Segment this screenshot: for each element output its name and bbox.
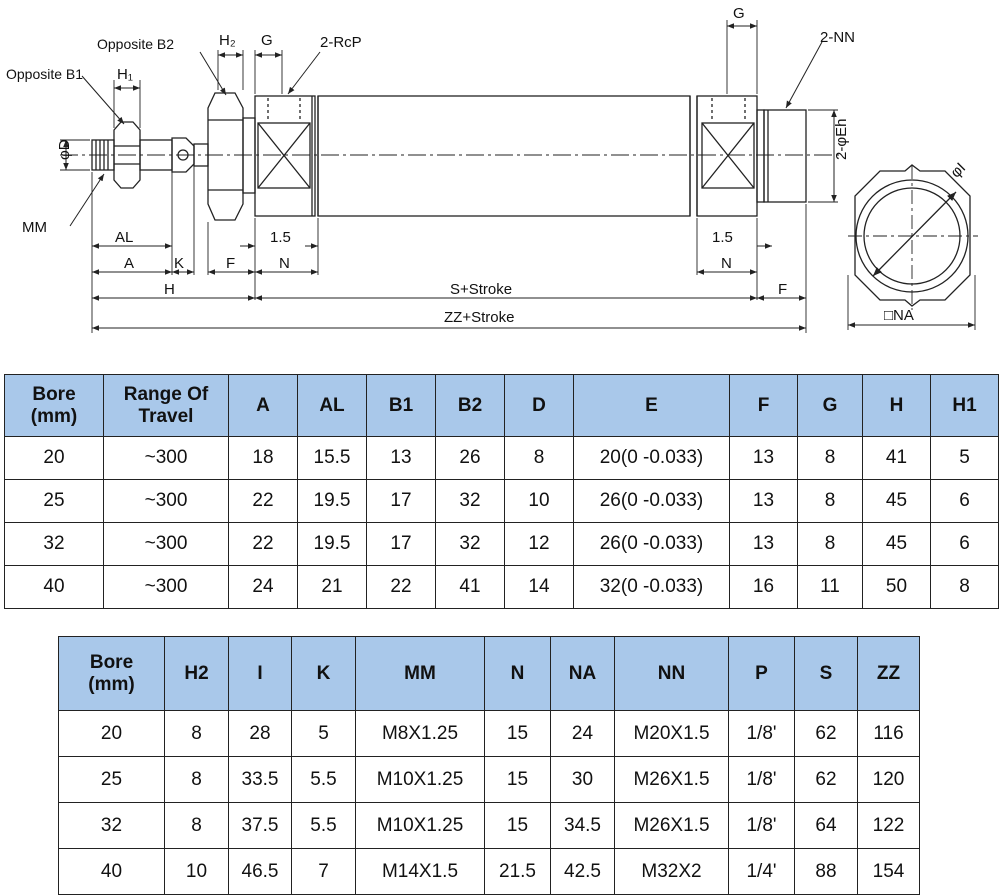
table-cell: 17 [367, 523, 436, 566]
column-header-e: E [574, 375, 730, 437]
table-cell: 34.5 [551, 803, 615, 849]
table-cell: 19.5 [298, 523, 367, 566]
column-header-mm: MM [356, 637, 485, 711]
table-cell: ~300 [104, 480, 229, 523]
table-cell: 5.5 [292, 757, 356, 803]
table-row [5, 523, 999, 566]
table-cell: 12 [505, 523, 574, 566]
table-cell: M10X1.25 [356, 803, 485, 849]
column-header-p: P [729, 637, 795, 711]
column-header-b1: B1 [367, 375, 436, 437]
table-cell: 41 [863, 437, 931, 480]
table-cell: 7 [292, 849, 356, 895]
table-cell: 10 [165, 849, 229, 895]
table-cell: 8 [165, 757, 229, 803]
column-header-n: N [485, 637, 551, 711]
rear-cover [690, 96, 757, 216]
table-row [5, 566, 999, 609]
column-header-na: NA [551, 637, 615, 711]
table-cell: 32 [59, 803, 165, 849]
table-cell: 15 [485, 803, 551, 849]
column-header-a: A [229, 375, 298, 437]
table-cell: 26 [436, 437, 505, 480]
table-cell: 20 [59, 711, 165, 757]
table-cell: 1/8' [729, 757, 795, 803]
table-cell: 46.5 [229, 849, 292, 895]
table-cell: M14X1.5 [356, 849, 485, 895]
label-1-5-left: 1.5 [270, 229, 291, 246]
table-header-row [5, 375, 999, 437]
table-cell: 28 [229, 711, 292, 757]
table-cell: 5 [292, 711, 356, 757]
table-cell: 22 [229, 480, 298, 523]
column-header-nn: NN [615, 637, 729, 711]
table-cell: 25 [59, 757, 165, 803]
label-s-stroke: S+Stroke [450, 281, 513, 298]
label-k: K [174, 255, 185, 272]
table-cell: 40 [59, 849, 165, 895]
table-cell: 15 [485, 757, 551, 803]
table-cell: 24 [551, 711, 615, 757]
cylinder-barrel [318, 96, 690, 216]
table-cell: 13 [730, 523, 798, 566]
table-cell: ~300 [104, 523, 229, 566]
table-cell: M10X1.25 [356, 757, 485, 803]
column-header-g: G [798, 375, 863, 437]
label-opposite-b2: Opposite B2 [97, 36, 175, 52]
table-cell: 6 [931, 523, 999, 566]
table-cell: 25 [5, 480, 104, 523]
table-cell: M32X2 [615, 849, 729, 895]
table-cell: 8 [165, 711, 229, 757]
label-a: A [124, 255, 135, 272]
label-rcp: 2-RcP [320, 34, 362, 51]
table-row [5, 480, 999, 523]
column-header-zz: ZZ [858, 637, 920, 711]
column-header-h1: H1 [931, 375, 999, 437]
label-h1: H₁ [117, 66, 133, 83]
table-cell: 45 [863, 523, 931, 566]
column-header-bore-mm: Bore (mm) [5, 375, 104, 437]
table-cell: 1/8' [729, 711, 795, 757]
dimension-arrows [66, 26, 975, 328]
table-cell: 16 [730, 566, 798, 609]
table-cell: 18 [229, 437, 298, 480]
label-al: AL [115, 229, 134, 246]
spec-table-2 [58, 636, 920, 895]
table-cell: 13 [730, 437, 798, 480]
table-cell: 37.5 [229, 803, 292, 849]
table-cell: 32(0 -0.033) [574, 566, 730, 609]
leader-lines [70, 42, 822, 226]
table-cell: 1/8' [729, 803, 795, 849]
rear-thread [757, 110, 806, 202]
table-cell: M8X1.25 [356, 711, 485, 757]
table-cell: 15 [485, 711, 551, 757]
table-cell: 14 [505, 566, 574, 609]
label-mm: MM [22, 219, 47, 236]
table-cell: 5 [931, 437, 999, 480]
table-cell: 41 [436, 566, 505, 609]
table-cell: 122 [858, 803, 920, 849]
table-cell: 64 [795, 803, 858, 849]
table-cell: 21 [298, 566, 367, 609]
column-header-f: F [730, 375, 798, 437]
column-header-i: I [229, 637, 292, 711]
table-cell: 15.5 [298, 437, 367, 480]
table-header-row [59, 637, 920, 711]
label-1-5-right: 1.5 [712, 229, 733, 246]
table-cell: 22 [367, 566, 436, 609]
label-g-right: G [733, 5, 745, 22]
label-phi-d: φD [56, 139, 73, 160]
table-cell: 20 [5, 437, 104, 480]
table-cell: 42.5 [551, 849, 615, 895]
table-cell: 6 [931, 480, 999, 523]
column-header-al: AL [298, 375, 367, 437]
column-header-b2: B2 [436, 375, 505, 437]
table-cell: 8 [505, 437, 574, 480]
label-f-left: F [226, 255, 236, 272]
column-header-d: D [505, 375, 574, 437]
table-cell: 26(0 -0.033) [574, 523, 730, 566]
label-phi-i: φI [947, 159, 970, 182]
table-cell: 1/4' [729, 849, 795, 895]
table-cell: 8 [798, 437, 863, 480]
table-row [5, 437, 999, 480]
table-cell: 8 [165, 803, 229, 849]
table-row [59, 803, 920, 849]
column-header-range-of-travel: Range Of Travel [104, 375, 229, 437]
label-nn: 2-NN [820, 29, 856, 46]
table-cell: 32 [436, 523, 505, 566]
table-cell: 32 [436, 480, 505, 523]
table-cell: 8 [931, 566, 999, 609]
table-cell: 10 [505, 480, 574, 523]
label-phi-eh: 2-φEh [833, 118, 850, 160]
table-cell: 62 [795, 711, 858, 757]
spec-table-1 [4, 374, 999, 609]
column-header-s: S [795, 637, 858, 711]
table-cell: 33.5 [229, 757, 292, 803]
table-cell: 13 [367, 437, 436, 480]
label-f-right: F [778, 281, 788, 298]
column-header-h2: H2 [165, 637, 229, 711]
table-cell: M26X1.5 [615, 803, 729, 849]
table-cell: 62 [795, 757, 858, 803]
table-cell: 32 [5, 523, 104, 566]
table-cell: M26X1.5 [615, 757, 729, 803]
label-n-left: N [279, 255, 290, 272]
column-header-k: K [292, 637, 356, 711]
table-cell: 8 [798, 480, 863, 523]
table-cell: 26(0 -0.033) [574, 480, 730, 523]
table-cell: 40 [5, 566, 104, 609]
table-cell: 22 [229, 523, 298, 566]
table-cell: ~300 [104, 437, 229, 480]
table-cell: ~300 [104, 566, 229, 609]
table-cell: M20X1.5 [615, 711, 729, 757]
table-cell: 17 [367, 480, 436, 523]
table-cell: 50 [863, 566, 931, 609]
table-cell: 116 [858, 711, 920, 757]
cylinder-drawing [0, 0, 1000, 345]
table-cell: 11 [798, 566, 863, 609]
label-opposite-b1: Opposite B1 [6, 66, 84, 82]
label-h: H [164, 281, 175, 298]
label-zz-stroke: ZZ+Stroke [444, 309, 515, 326]
table-cell: 13 [730, 480, 798, 523]
end-view [848, 165, 978, 310]
table-cell: 154 [858, 849, 920, 895]
mounting-nut [208, 93, 243, 220]
column-header-bore-mm: Bore (mm) [59, 637, 165, 711]
table-row [59, 849, 920, 895]
table-cell: 21.5 [485, 849, 551, 895]
table-cell: 45 [863, 480, 931, 523]
label-na: □NA [884, 307, 914, 324]
extension-lines [60, 20, 975, 333]
table-cell: 30 [551, 757, 615, 803]
table-cell: 8 [798, 523, 863, 566]
table-cell: 5.5 [292, 803, 356, 849]
table-cell: 20(0 -0.033) [574, 437, 730, 480]
label-g-left: G [261, 32, 273, 49]
table-cell: 120 [858, 757, 920, 803]
table-cell: 19.5 [298, 480, 367, 523]
table-row [59, 757, 920, 803]
front-thread [243, 118, 255, 193]
table-row [59, 711, 920, 757]
table-cell: 88 [795, 849, 858, 895]
label-n-right: N [721, 255, 732, 272]
table-cell: 24 [229, 566, 298, 609]
front-cover [255, 96, 318, 216]
label-h2: H₂ [219, 32, 236, 49]
column-header-h: H [863, 375, 931, 437]
